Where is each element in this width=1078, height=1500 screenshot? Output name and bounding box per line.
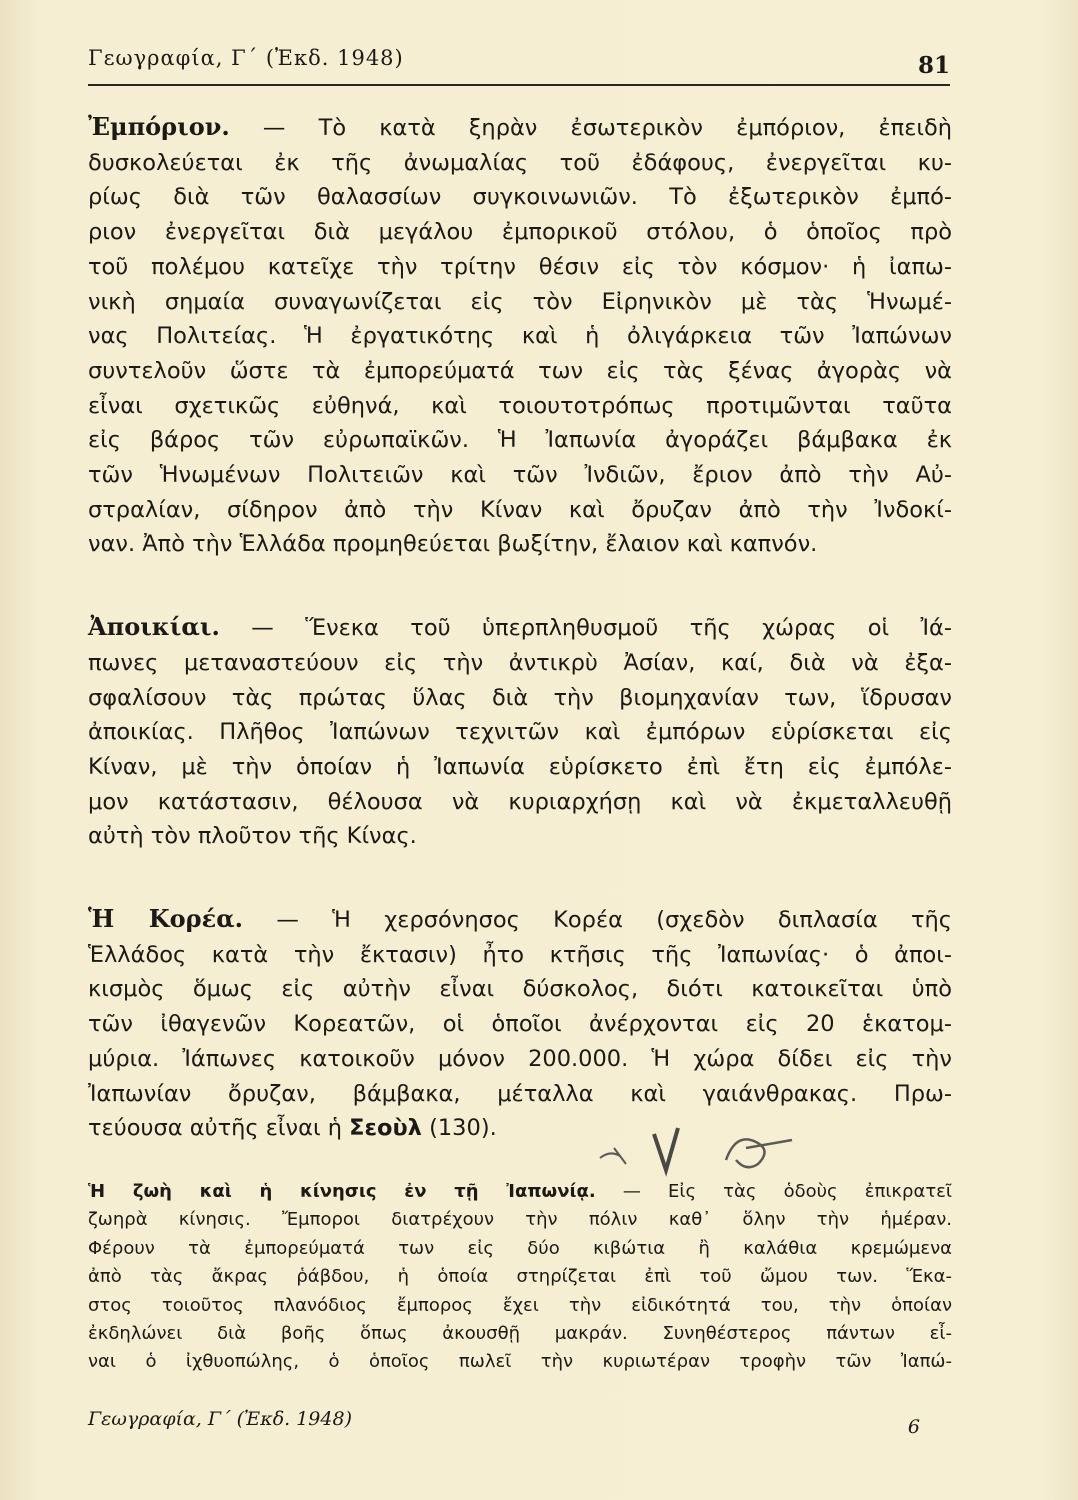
signature-mark: 6 [907, 1416, 920, 1438]
paragraph-colonies: Ἀποικίαι. — Ἕνεκα τοῦ ὑπερπληθυσμοῦ τῆς χώρας οἱ Ἰά- πωνες μεταναστεύουν εἰς τὴν ἀντικρὺ Ἀσίαν, καί, διὰ νὰ ἐξα- σφαλίσουν τὰς πρώτας ὕλας διὰ τὴν βιομηχανίαν των, ἵδρυσαν ἀποικίας. Πλῆθος Ἰαπώνων τεχνιτῶν καὶ ἐμπόρων εὑρίσκεται εἰς Κίναν, μὲ τὴν ὁποίαν ἡ Ἰαπωνία εὑρίσκετο ἐπὶ ἔτη εἰς ἐμπόλε- μον κατάστασιν, θέλουσα νὰ κυριαρχήσῃ καὶ νὰ ἐκμεταλλευθῇ αὐτὴ τὸν πλοῦτον τῆς Κίνας. [88, 612, 953, 850]
page-body [88, 110, 952, 1377]
footer-running-title: Γεωγραφία, Γ΄ (Ἐκδ. 1948) [88, 1408, 352, 1430]
capital-name: Σεοὺλ [349, 1115, 422, 1142]
running-title: Γεωγραφία, Γ΄ (Ἐκδ. 1948) [88, 46, 404, 70]
note-heading: Ἡ ζωὴ καὶ ἡ κίνησις ἐν τῇ Ἰαπωνίᾳ. [88, 1180, 596, 1202]
header-rule [88, 84, 950, 86]
footnote-block: Ἡ ζωὴ καὶ ἡ κίνησις ἐν τῇ Ἰαπωνίᾳ. — Εἰς τὰς ὁδοὺς ἐπικρατεῖ ζωηρὰ κίνησις. Ἔμποροι διατρέχουν τὴν πόλιν καθ᾽ ὅλην τὴν ἡμέραν. Φέρουν τὰ ἐμπορεύματά των εἰς δύο κιβώτια ἢ καλάθια κρεμώμενα ἀπὸ τὰς ἄκρας ῥάβδου, ἡ ὁποία στηρίζεται ἐπὶ τοῦ ὤμου των. Ἕκα- στος τοιοῦτος πλανόδιος ἔμπορος ἔχει τὴν εἰδικότητά του, τὴν ὁποίαν ἐκδηλώνει διὰ βοῆς ὅπως ἀκουσθῇ μακράν. Συνηθέστερος πάντων εἶ- ναι ὁ ἰχθυοπώλης, ὁ ὁποῖος πωλεῖ τὴν κυριωτέραν τροφὴν τῶν Ἰαπώ- [88, 1180, 952, 1373]
page-header [88, 46, 950, 82]
heading-commerce: Ἐμπόριον. [88, 112, 230, 141]
handwritten-marks [596, 1120, 806, 1180]
page-number: 81 [917, 52, 950, 79]
heading-korea: Ἡ Κορέα. [88, 904, 244, 934]
paragraph-korea: Ἡ Κορέα. — Ἡ χερσόνησος Κορέα (σχεδὸν διπλασία τῆς Ἑλλάδος κατὰ τὴν ἔκτασιν) ἦτο κτῆσις τῆς Ἰαπωνίας· ὁ ἀποι- κισμὸς ὅμως εἰς αὐτὴν εἶναι δύσκολος, διότι κατοικεῖται ὑπὸ τῶν ἰθαγενῶν Κορεατῶν, οἱ ὁποῖοι ἀνέρχονται εἰς 20 ἑκατομ- μύρια. Ἰάπωνες κατοικοῦν μόνον 200.000. Ἡ χώρα δίδει εἰς τὴν Ἰαπωνίαν ὄρυζαν, βάμβακα, μέταλλα καὶ γαιάνθρακας. Πρω- τεύουσα αὐτῆς εἶναι ἡ Σεοὺλ (130). [88, 904, 952, 1142]
page-footer [88, 1408, 950, 1442]
heading-colonies: Ἀποικίαι. [88, 612, 220, 642]
paragraph-commerce: Ἐμπόριον. — Τὸ κατὰ ξηρὰν ἐσωτερικὸν ἐμπόριον, ἐπειδὴ δυσκολεύεται ἐκ τῆς ἀνωμαλίας τοῦ ἐδάφους, ἐνεργεῖται κυ- ρίως διὰ τῶν θαλασσίων συγκοινωνιῶν. Τὸ ἐξωτερικὸν ἐμπό- ριον ἐνεργεῖται διὰ μεγάλου ἐμπορικοῦ στόλου, ὁ ὁποῖος πρὸ τοῦ πολέμου κατεῖχε τὴν τρίτην θέσιν εἰς τὸν κόσμον· ἡ ἰαπω- νικὴ σημαία συναγωνίζεται εἰς τὸν Εἰρηνικὸν μὲ τὰς Ἡνωμέ- νας Πολιτείας. Ἡ ἐργατικότης καὶ ἡ ὀλιγάρκεια τῶν Ἰαπώνων συντελοῦν ὥστε τὰ ἐμπορεύματά των εἰς τὰς ξένας ἀγορὰς νὰ εἶναι σχετικῶς εὐθηνά, καὶ τοιουτοτρόπως προτιμῶνται ταῦτα εἰς βάρος τῶν εὐρωπαϊκῶν. Ἡ Ἰαπωνία ἀγοράζει βάμβακα ἐκ τῶν Ἡνωμένων Πολιτειῶν καὶ τῶν Ἰνδιῶν, ἔριον ἀπὸ τὴν Αὐ- στραλίαν, σίδηρον ἀπὸ τὴν Κίναν καὶ ὄρυζαν ἀπὸ τὴν Ἰνδοκί- ναν. Ἀπὸ τὴν Ἑλλάδα προμηθεύεται βωξίτην, ἔλαιον καὶ καπνόν. [88, 112, 952, 558]
